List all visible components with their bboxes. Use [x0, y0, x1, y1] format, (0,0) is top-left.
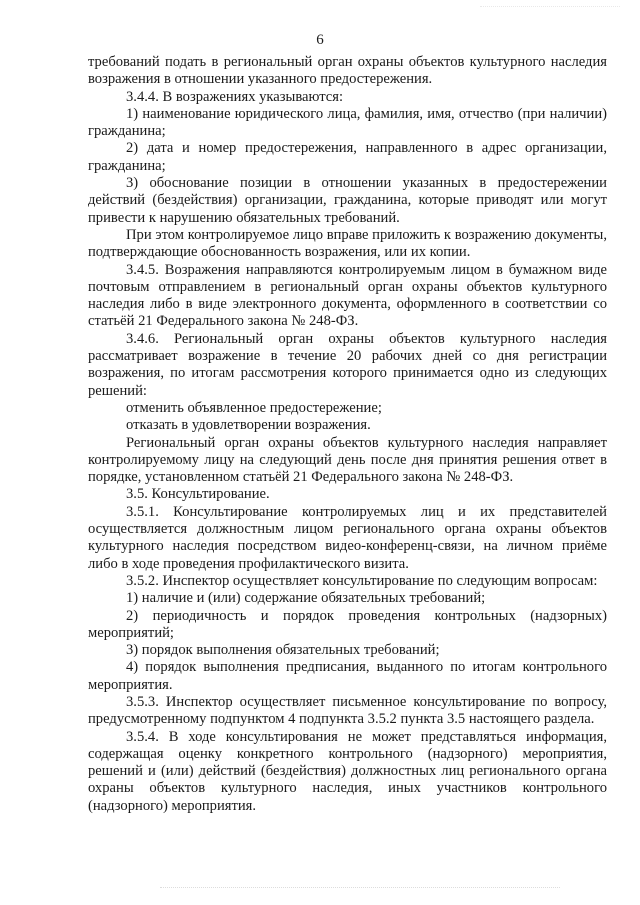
list-item: 1) наименование юридического лица, фамилия, имя, отчество (при наличии) гражданина; [88, 105, 607, 140]
scan-artifact-top [480, 6, 620, 9]
scan-artifact-bottom [160, 887, 560, 892]
paragraph: 3.5.3. Инспектор осуществляет письменное консультирование по вопросу, предусмотренному подпунктом 4 подпункта 3.5.2 пункта 3.5 настоящего раздела. [88, 693, 607, 728]
paragraph: 3.4.4. В возражениях указываются: [126, 88, 344, 105]
list-item: отменить объявленное предостережение; [126, 399, 382, 416]
list-item: 4) порядок выполнения предписания, выданного по итогам контрольного мероприятия. [88, 659, 607, 693]
document-body [88, 54, 607, 815]
paragraph: требований подать в региональный орган охраны объектов культурного наследия возражения в отношении указанного предостережения. [88, 54, 607, 88]
paragraph: 3.5.1. Консультирование контролируемых лиц и их представителей осуществляется должностным лицом регионального органа охраны объектов культурного наследия посредством видео-конференц-связи, на личном приёме либо в ходе проведения профилактического визита. [88, 503, 607, 572]
paragraph: При этом контролируемое лицо вправе приложить к возражению документы, подтверждающие обоснованность возражения, или их копии. [88, 226, 607, 261]
list-item: 1) наличие и (или) содержание обязательных требований; [126, 590, 486, 607]
list-item: 2) дата и номер предостережения, направленного в адрес организации, гражданина; [88, 140, 607, 174]
paragraph: 3.4.6. Региональный орган охраны объектов культурного наследия рассматривает возражение в течение 20 рабочих дней со дня регистрации возражения, по итогам рассмотрения которого принимается одно из следующих решений: [88, 330, 607, 399]
page-number: 6 [316, 32, 324, 48]
paragraph: 3.5.2. Инспектор осуществляет консультирование по следующим вопросам: [126, 572, 598, 589]
section-heading: 3.5. Консультирование. [126, 486, 270, 503]
paragraph: 3.4.5. Возражения направляются контролируемым лицом в бумажном виде почтовым отправлением в региональный орган охраны объектов культурного наследия либо в виде электронного документа, оформленного в соответствии со статьёй 21 Федерального закона № 248-ФЗ. [88, 261, 607, 330]
list-item: отказать в удовлетворении возражения. [126, 417, 371, 434]
list-item: 2) периодичность и порядок проведения контрольных (надзорных) мероприятий; [88, 607, 607, 641]
list-item: 3) обоснование позиции в отношении указанных в предостережении действий (бездействия) организации, гражданина, которые приводят или могут привести к нарушению обязательных требований. [88, 175, 607, 226]
list-item: 3) порядок выполнения обязательных требований; [126, 642, 440, 659]
paragraph: 3.5.4. В ходе консультирования не может представляться информация, содержащая оценку конкретного контрольного (надзорного) мероприятия, решений и (или) действий (бездействия) должностных лиц регионального органа охраны объектов культурного наследия, иных участников контрольного (надзорного) мероприятия. [88, 728, 607, 814]
paragraph: Региональный орган охраны объектов культурного наследия направляет контролируемому лицу на следующий день после дня принятия решения ответ в порядке, установленном статьёй 21 Федерального закона № 248-ФЗ. [88, 434, 607, 486]
